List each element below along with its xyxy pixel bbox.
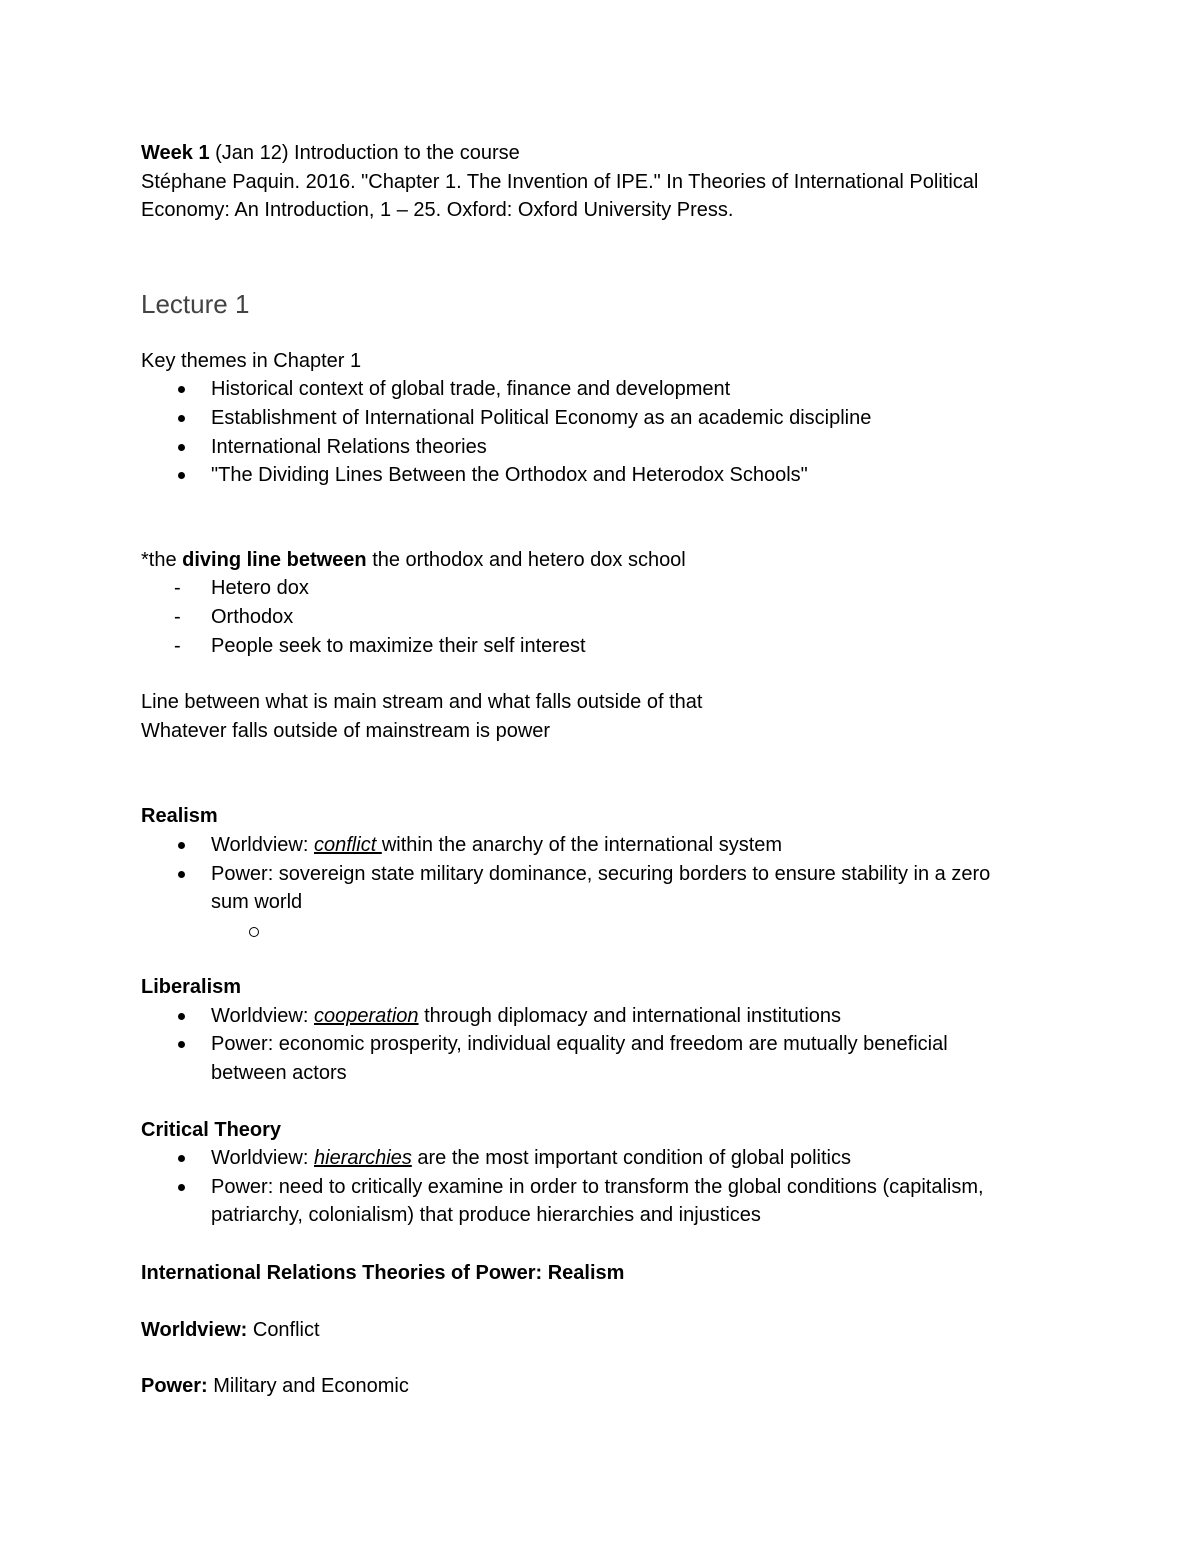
list-item: - Hetero dox <box>141 574 1071 603</box>
realism-worldview-term: conflict <box>314 833 382 856</box>
realism-heading: Realism <box>141 805 218 828</box>
citation-line-2: Economy: An Introduction, 1 – 25. Oxford: Oxford University Press. <box>141 199 734 222</box>
dividing-list <box>141 574 1071 660</box>
liberalism-heading: Liberalism <box>141 976 242 999</box>
critical-theory-heading: Critical Theory <box>141 1118 282 1141</box>
dash-marker: - <box>174 634 181 657</box>
dividing-bold: diving line between <box>182 548 367 571</box>
liberalism-worldview-term: cooperation <box>314 1004 419 1027</box>
list-item: Worldview: conflict within the anarchy of the international system <box>141 831 1071 860</box>
list-item: Power: need to critically examine in order to transform the global conditions (capitalism, patriarchy, colonialism) that produce hierarchies and injustices <box>141 1173 1071 1230</box>
key-themes-list <box>141 375 1071 489</box>
list-item: - Orthodox <box>141 603 1071 632</box>
list-item: Worldview: cooperation through diplomacy and international institutions <box>141 1002 1071 1031</box>
ir-theories-heading: International Relations Theories of Power: Realism <box>141 1262 625 1285</box>
list-item: - People seek to maximize their self interest <box>141 632 1071 661</box>
document-body <box>141 139 1071 1401</box>
week-topic: (Jan 12) Introduction to the course <box>209 142 520 164</box>
critical-theory-list <box>141 1144 1071 1230</box>
list-item: Historical context of global trade, finance and development <box>141 375 1071 404</box>
key-themes-intro: Key themes in Chapter 1 <box>141 349 362 372</box>
list-item: "The Dividing Lines Between the Orthodox and Heterodox Schools" <box>141 461 1071 490</box>
list-item: International Relations theories <box>141 433 1071 462</box>
liberalism-list <box>141 1002 1071 1088</box>
empty-sub-bullet <box>141 917 1071 946</box>
realism-list <box>141 831 1071 945</box>
dash-marker: - <box>174 605 181 628</box>
lecture-heading: Lecture 1 <box>141 288 250 319</box>
ir-power-line: Power: Military and Economic <box>141 1375 409 1398</box>
week-line <box>141 139 1071 168</box>
citation-line-1: Stéphane Paquin. 2016. "Chapter 1. The Invention of IPE." In Theories of International Political <box>141 170 979 193</box>
critical-worldview-term: hierarchies <box>314 1147 412 1170</box>
list-item: Worldview: hierarchies are the most important condition of global politics <box>141 1144 1071 1173</box>
list-item: Establishment of International Political Economy as an academic discipline <box>141 404 1071 433</box>
list-item: Power: sovereign state military dominance, securing borders to ensure stability in a zero sum world <box>141 860 1071 917</box>
dash-marker: - <box>174 577 181 600</box>
mainstream-line-1: Line between what is main stream and what falls outside of that <box>141 691 703 714</box>
dividing-line-intro: *the diving line between the orthodox and hetero dox school <box>141 548 686 571</box>
ir-worldview-line: Worldview: Conflict <box>141 1318 320 1341</box>
week-label: Week 1 <box>141 142 210 164</box>
mainstream-line-2: Whatever falls outside of mainstream is power <box>141 719 551 742</box>
list-item: Power: economic prosperity, individual equality and freedom are mutually beneficial between actors <box>141 1030 1071 1087</box>
